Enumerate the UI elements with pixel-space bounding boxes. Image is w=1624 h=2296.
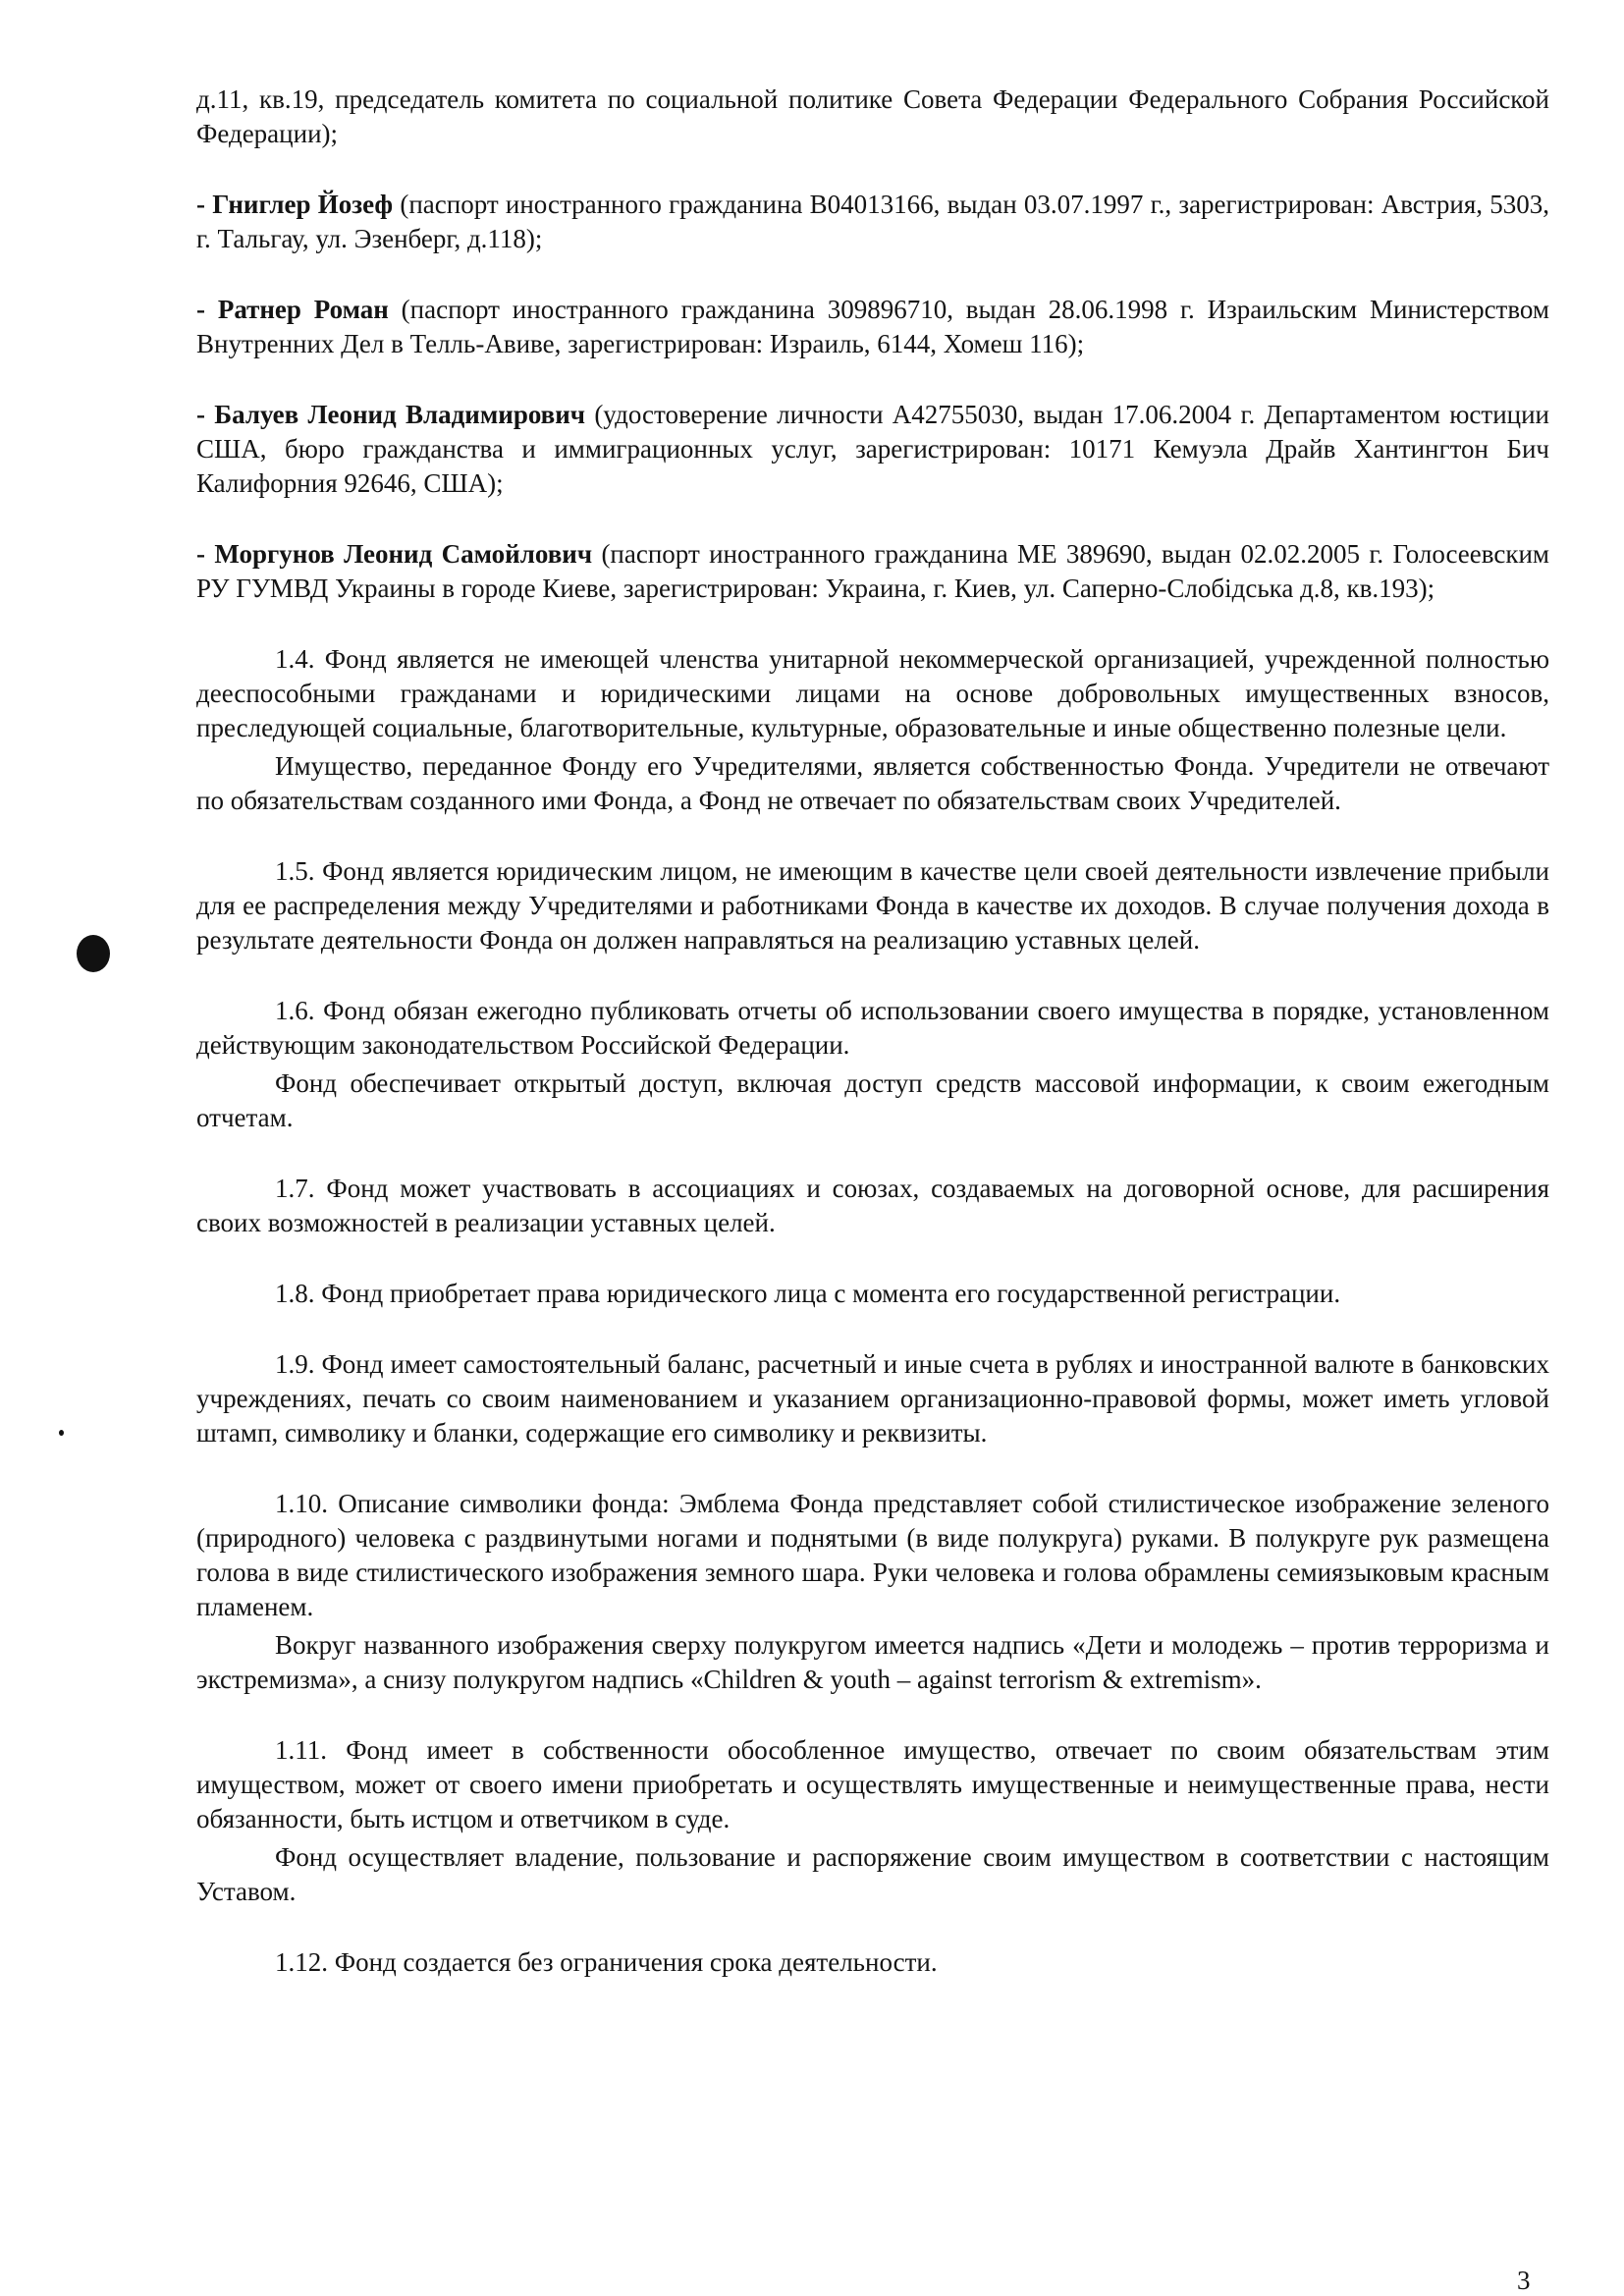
clause-1-10: 1.10. Описание символики фонда: Эмблема Фонда представляет собой стилистическое изображение зеленого (природного) человека с раздвинутыми ногами и поднятыми (в виде полукруга) руками. В полукруге рук размещена голова в виде стилистического изображения земного шара. Руки человека и голова обрамлены семиязыковым красным пламенем. <box>196 1489 1549 1621</box>
clause-1-6-access: Фонд обеспечивает открытый доступ, включая доступ средств массовой информации, к своим ежегодным отчетам. <box>196 1068 1549 1132</box>
founder-details: (паспорт иностранного гражданина 309896710, выдан 28.06.1998 г. Израильским Министерством Внутренних Дел в Телль-Авиве, зарегистрирован: Израиль, 6144, Хомеш 116); <box>196 295 1549 358</box>
founder-entry-ratner <box>196 293 1549 361</box>
document-page <box>196 82 1549 1980</box>
founder-name: - Балуев Леонид Владимирович <box>196 400 586 429</box>
clause-1-7: 1.7. Фонд может участвовать в ассоциациях и союзах, создаваемых на договорной основе, для расширения своих возможностей в реализации уставных целей. <box>196 1174 1549 1237</box>
founder-details: (паспорт иностранного гражданина В04013166, выдан 03.07.1997 г., зарегистрирован: Австрия, 5303, г. Тальгау, ул. Эзенберг, д.118); <box>196 190 1550 253</box>
clause-1-4: 1.4. Фонд является не имеющей членства унитарной некоммерческой организацией, учрежденной полностью дееспособными гражданами и юридическими лицами на основе добровольных имущественных взносов, преследующей социальные, благотворительные, культурные, образовательные и иные общественно полезные цели. <box>196 644 1549 742</box>
clause-1-11: 1.11. Фонд имеет в собственности обособленное имущество, отвечает по своим обязательствам этим имуществом, может от своего имени приобретать и осуществлять имущественные и неимущественные права, нести обязанности, быть истцом и ответчиком в суде. <box>196 1735 1549 1833</box>
founder-details: (паспорт иностранного гражданина МЕ 389690, выдан 02.02.2005 г. Голосеевским РУ ГУМВД Украины в городе Киеве, зарегистрирован: Украина, г. Киев, ул. Саперно-Слобідська д.8, кв.193); <box>196 539 1549 603</box>
founder-name: - Гниглер Йозеф <box>196 190 394 219</box>
founder-name: - Ратнер Роман <box>196 295 389 324</box>
clause-1-11-possession: Фонд осуществляет владение, пользование и распоряжение своим имуществом в соответствии с настоящим Уставом. <box>196 1842 1549 1906</box>
clause-1-5: 1.5. Фонд является юридическим лицом, не имеющим в качестве цели своей деятельности извлечение прибыли для ее распределения между Учредителями и работниками Фонда в качестве их доходов. В случае получения дохода в результате деятельности Фонда он должен направляться на реализацию уставных целей. <box>196 856 1549 955</box>
founder-entry-continuation <box>196 82 1549 151</box>
founder-entry-baluev <box>196 398 1549 501</box>
clause-1-9: 1.9. Фонд имеет самостоятельный баланс, расчетный и иные счета в рублях и иностранной валюте в банковских учреждениях, печать со своим наименованием и указанием организационно-правовой формы, может иметь угловой штамп, символику и бланки, содержащие его символику и реквизиты. <box>196 1349 1549 1448</box>
scan-speck <box>59 1430 64 1436</box>
founder-name: - Моргунов Леонид Самойлович <box>196 539 593 569</box>
clause-1-6: 1.6. Фонд обязан ежегодно публиковать отчеты об использовании своего имущества в порядке, установленном действующим законодательством Российской Федерации. <box>196 996 1549 1060</box>
founder-text: д.11, кв.19, председатель комитета по социальной политике Совета Федерации Федерального Собрания Российской Федерации); <box>196 84 1549 148</box>
page-number: 3 <box>1517 2266 1531 2295</box>
hole-punch-mark <box>77 935 110 972</box>
clause-1-12: 1.12. Фонд создается без ограничения срока деятельности. <box>275 1947 938 1977</box>
founder-entry-gnigler <box>196 188 1549 256</box>
founder-entry-morgunov <box>196 537 1549 606</box>
founder-details: (удостоверение личности А42755030, выдан 17.06.2004 г. Департаментом юстиции США, бюро гражданства и иммиграционных услуг, зарегистрирован: 10171 Кемуэла Драйв Хантингтон Бич Калифорния 92646, США); <box>196 400 1549 498</box>
clause-1-10-inscription: Вокруг названного изображения сверху полукругом имеется надпись «Дети и молодежь – против терроризма и экстремизма», а снизу полукругом надпись «Children & youth – against terrorism & extremism». <box>196 1630 1549 1694</box>
clause-1-4-property: Имущество, переданное Фонду его Учредителями, является собственностью Фонда. Учредители не отвечают по обязательствам созданного ими Фонда, а Фонд не отвечает по обязательствам своих Учредителей. <box>196 751 1549 815</box>
clause-1-8: 1.8. Фонд приобретает права юридического лица с момента его государственной регистрации. <box>275 1279 1341 1308</box>
